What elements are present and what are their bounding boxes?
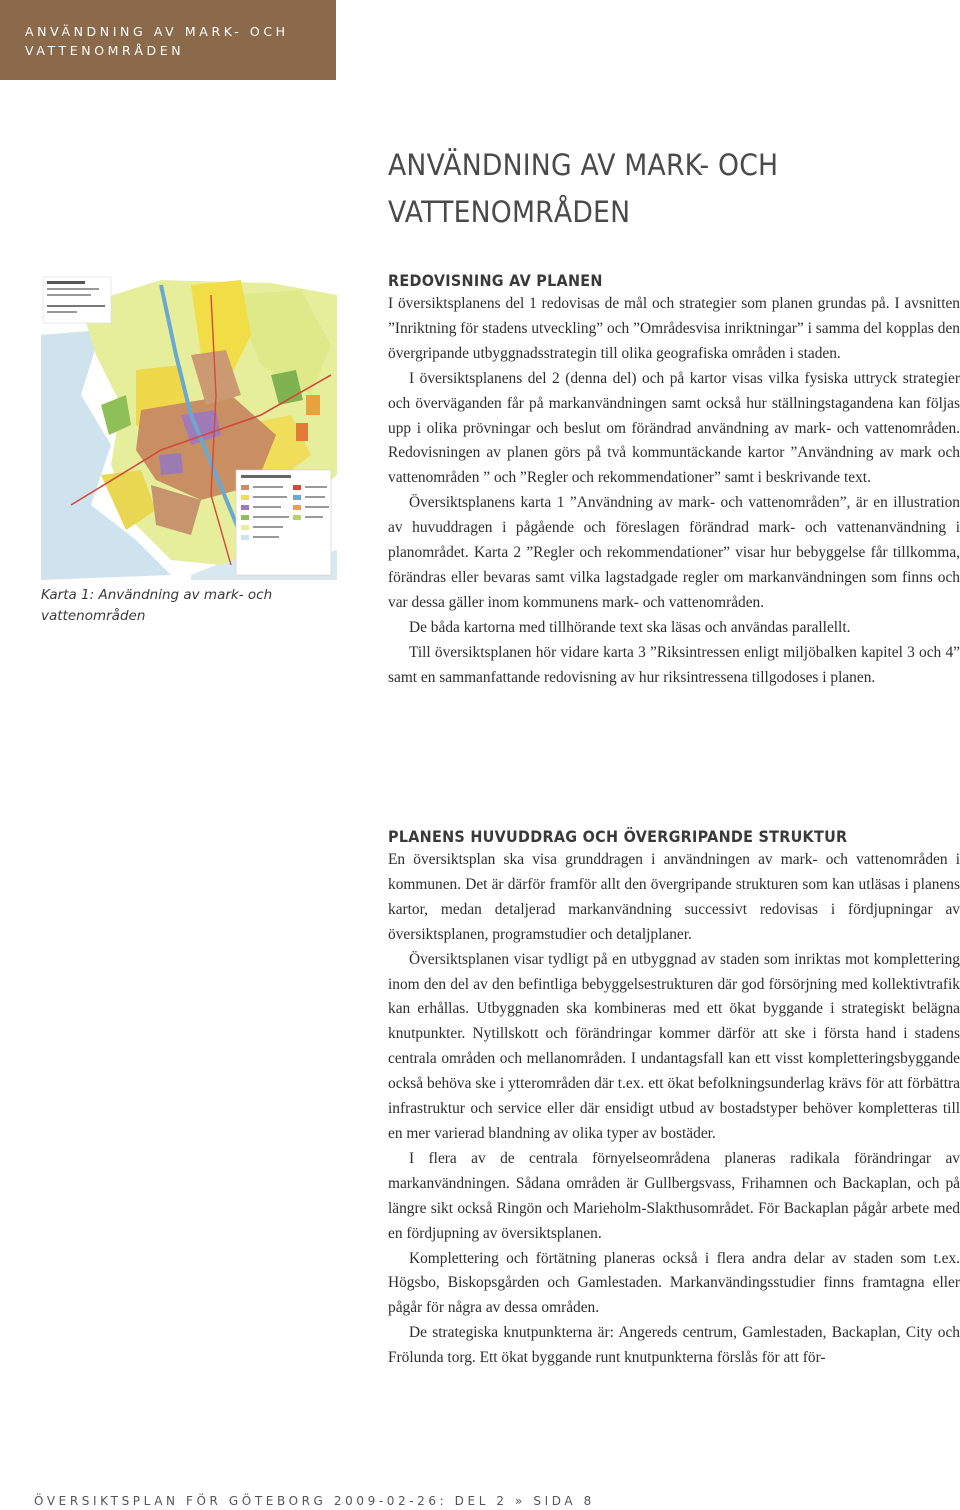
paragraph: En översiktsplan ska visa grunddragen i användningen av mark- och vattenområden i kommunen. Det är därför framför allt den övergripande strukturen som kan utläsas i planens kartor, medan detaljerad markanvändning successivt redovisas i fördjupningar av översiktsplanen, programstudier och detaljplaner. (388, 851, 960, 943)
paragraph: I översiktsplanens del 2 (denna del) och på kartor visas vilka fysiska uttryck strategier och överväganden får på markanvändningen samt också hur ställningstagandena kan följas upp i olika prövningar och beslut om förändrad användning av mark- och vattenområden. Redovisningen av planen görs på två kommuntäckande kartor ”Användning av mark och vattenområden ” och ”Regler och rekommendationer” samt i beskrivande text. (388, 369, 960, 487)
paragraph: De båda kartorna med tillhörande text ska läsas och användas parallellt. (409, 618, 851, 636)
header-band-text: ANVÄNDNING AV MARK- OCH VATTENOMRÅDEN (25, 24, 289, 58)
paragraph: De strategiska knutpunkterna är: Angereds centrum, Gamlestaden, Backaplan, City och Frölunda torg. Ett ökat byggande runt knutpunkterna förslås för att för- (388, 1324, 960, 1367)
section-redovisning (388, 270, 960, 691)
paragraph: Till översiktsplanen hör vidare karta 3 ”Riksintressen enligt miljöbalken kapitel 3 och 4” samt en sammanfattande redovisning av hur riksintressena tillgodoses i planen. (388, 643, 960, 686)
map-caption: Karta 1: Användning av mark- och vattenområden (41, 587, 273, 624)
map-figure (41, 275, 337, 580)
page-title: ANVÄNDNING AV MARK- OCH VATTENOMRÅDEN (388, 148, 779, 229)
section-heading: REDOVISNING AV PLANEN (388, 271, 603, 290)
paragraph: I översiktsplanens del 1 redovisas de mål och strategier som planen grundas på. I avsnitten ”Inriktning för stadens utveckling” och ”Områdesvisa inriktningar” i samma del kopplas den övergripande utbyggnadsstrategin till olika geografiska områden i staden. (388, 295, 960, 362)
paragraph: Komplettering och förtätning planeras också i flera andra delar av staden som t.ex. Högsbo, Biskopsgården och Gamlestaden. Markanvändingsstudier finns framtagna eller pågår för några av dessa områden. (388, 1249, 960, 1317)
paragraph: Översiktsplanen visar tydligt på en utbyggnad av staden som inriktas mot komplettering inom den del av den befintliga bebyggelsestrukturen där god försörjning med kollektivtrafik kan erhållas. Utbyggnaden ska kombineras med ett ökat byggande i strategiskt belägna knutpunkter. Nytillskott och förändringar kommer därför att ske i första hand i stadens centrala områden och mellanområden. I undantagsfall kan ett visst kompletteringsbyggande också behöva ske i ytterområden där t.ex. ett ökat befolkningsunderlag krävs för att förbättra infrastruktur och service eller där ensidigt utbud av bostadstyper behöver kompletteras till en mer varierad blandning av olika typer av bostäder. (388, 950, 960, 1142)
paragraph: I flera av de centrala förnyelseområdena planeras radikala förändringar av markanvändningen. Sådana områden är Gullbergsvass, Frihamnen och Backaplan, och på längre sikt också Ringön och Marieholm-Slakthusområdet. För Backaplan pågår arbete med en fördjupning av översiktsplanen. (388, 1149, 960, 1242)
page-footer: ÖVERSIKTSPLAN FÖR GÖTEBORG 2009-02-26: DEL 2 » SIDA 8 (34, 1494, 595, 1508)
section-huvuddrag (388, 826, 960, 1371)
paragraph: Översiktsplanens karta 1 ”Användning av mark- och vattenområden”, är en illustration av huvuddragen i pågående och föreslagen förändrad mark- och vattenanvändning i planområdet. Karta 2 ”Regler och rekommendationer” visar hur bebyggelse får tillkomma, förändras eller bevaras samt vilka lagstadgade regler om markanvändningen som finns och var dessa gäller inom kommunens mark- och vattenområden. (388, 494, 960, 611)
header-band (0, 0, 336, 80)
map-image (41, 275, 337, 580)
section-heading: PLANENS HUVUDDRAG OCH ÖVERGRIPANDE STRUKTUR (388, 827, 848, 846)
